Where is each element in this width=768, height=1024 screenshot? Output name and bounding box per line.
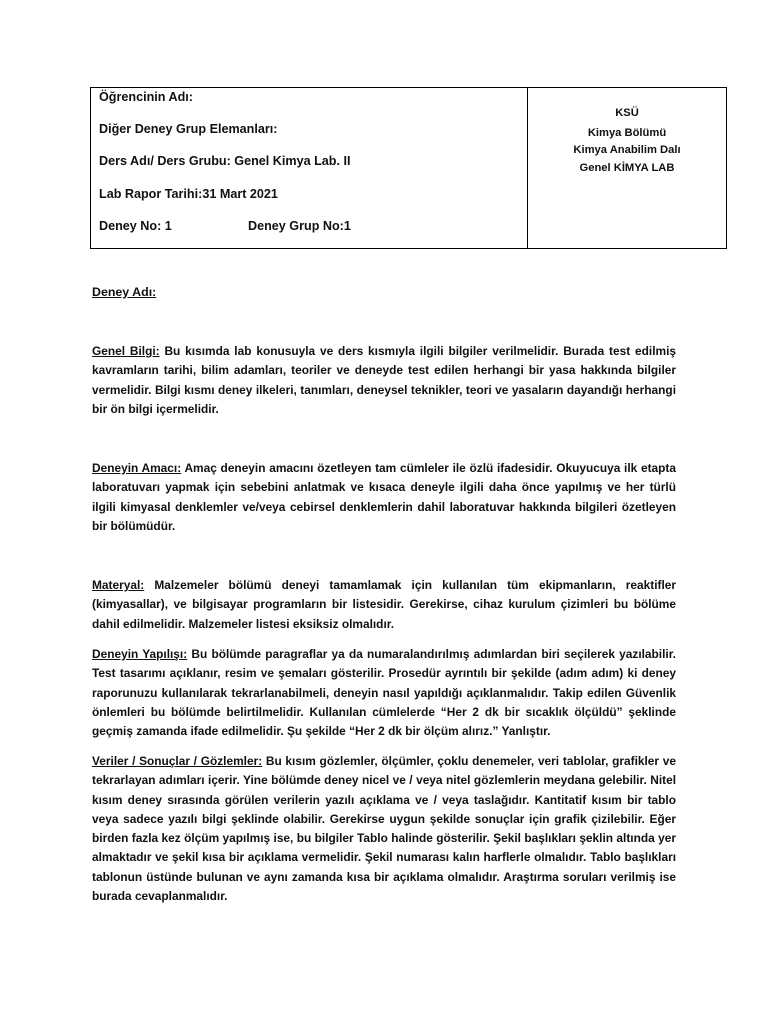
- institution-line-division: Kimya Anabilim Dalı: [573, 144, 681, 156]
- student-info-cell: [91, 88, 528, 248]
- institution-line-ksu: KSÜ: [615, 107, 639, 119]
- section-amaci: [92, 459, 676, 536]
- group-members-label: Diğer Deney Grup Elemanları:: [99, 122, 278, 136]
- institution-line-lab: Genel KİMYA LAB: [579, 162, 675, 174]
- section-label: Deneyin Amacı:: [92, 461, 182, 475]
- section-text: Malzemeler bölümü deneyi tamamlamak için kullanılan tüm ekipmanların, reaktifler (kimyasallar), ve bilgisayar programların bir listesidir. Gerekirse, cihaz kurulum çizimleri bu bölüme dahil edilmelidir. Malzemeler listesi eksiksiz olmalıdır.: [92, 578, 676, 631]
- report-date-label: Lab Rapor Tarihi:31 Mart 2021: [99, 187, 278, 201]
- student-name-label: Öğrencinin Adı:: [99, 90, 193, 104]
- institution-cell: [528, 88, 726, 248]
- course-label: Ders Adı/ Ders Grubu: Genel Kimya Lab. II: [99, 154, 351, 168]
- section-label: Deneyin Yapılışı:: [92, 647, 188, 661]
- section-label: Materyal:: [92, 578, 145, 592]
- header-table: [90, 87, 727, 249]
- institution-line-department: Kimya Bölümü: [587, 127, 667, 139]
- section-veriler: [92, 752, 676, 906]
- experiment-name-heading: Deney Adı:: [92, 285, 157, 299]
- section-text: Bu kısımda lab konusuyla ve ders kısmıyla ilgili bilgiler verilmelidir. Burada test edilmiş kavramların tarihi, bilim adamları, teoriler ve deneyde test edilen herhangi bir yasa hakkında bilgiler vermelidir. Bilgi kısmı deney ilkeleri, tanımları, deneysel teknikler, teori ve yasaların dayandığı herhangi bir ön bilgi içermelidir.: [92, 344, 676, 416]
- section-label: Veriler / Sonuçlar / Gözlemler:: [92, 754, 263, 768]
- experiment-no-label: Deney No: 1: [99, 219, 172, 233]
- section-text: Bu kısım gözlemler, ölçümler, çoklu denemeler, veri tablolar, grafikler ve tekrarlayan adımları içerir. Yine bölümde deney nicel ve / veya nitel gözlemlerin meydana gelebilir. Nitel kısım deney sırasında görülen verilerin yazılı açıklama ve / veya taslağıdır. Kantitatif kısım bir tablo veya sadece yazılı bilgi şeklinde olabilir. Gerekirse uygun şekilde sonuçlar için grafik çizilebilir. Eğer birden fazla kez ölçüm yapılmış ise, bu bilgiler Tablo halinde gösterilir. Şekil başlıkları şeklin altında yer almaktadır ve şekil kısa bir açıklama vermelidir. Şekil numarası kalın harflerle olmalıdır. Tablo başlıkları tablonun üstünde bulunan ve aynı zamanda kısa bir açıklama olmalıdır. Araştırma soruları verilmiş ise burada cevaplanmalıdır.: [92, 754, 676, 904]
- section-text: Amaç deneyin amacını özetleyen tam cümleler ile özlü ifadesidir. Okuyucuya ilk etapta laboratuvarı yapmak için sebebini anlatmak ve kısaca deneyle ilgili daha önce yapılmış ve her türlü ilgili kimyasal denklemler ve/veya cebirsel denklemlerin dahil laboratuvar hakkında bilgileri özetleyen bir bölümüdür.: [92, 461, 676, 533]
- section-yapilisi: [92, 645, 676, 741]
- section-label: Genel Bilgi:: [92, 344, 160, 358]
- section-genel-bilgi: [92, 342, 676, 419]
- section-text: Bu bölümde paragraflar ya da numaralandırılmış adımlardan biri seçilerek yazılabilir. Test tasarımı açıklanır, resim ve şemaları gösterilir. Prosedür ayrıntılı bir şekilde (adım adım) ki deney raporunuzu kullanılarak tekrarlanabilmeli, deneyin nasıl yapıldığı açıklanmalıdır. Takip edilen Güvenlik önlemleri bu bölümde belirtilmelidir. Kullanılan cümlelerde “Her 2 dk bir sıcaklık ölçüldü” şeklinde geçmiş zamanda ifade edilmelidir. Şu şekilde “Her 2 dk bir ölçüm alırız.” Yanlıştır.: [92, 647, 676, 739]
- section-materyal: [92, 576, 676, 634]
- group-no-label: Deney Grup No:1: [248, 219, 351, 233]
